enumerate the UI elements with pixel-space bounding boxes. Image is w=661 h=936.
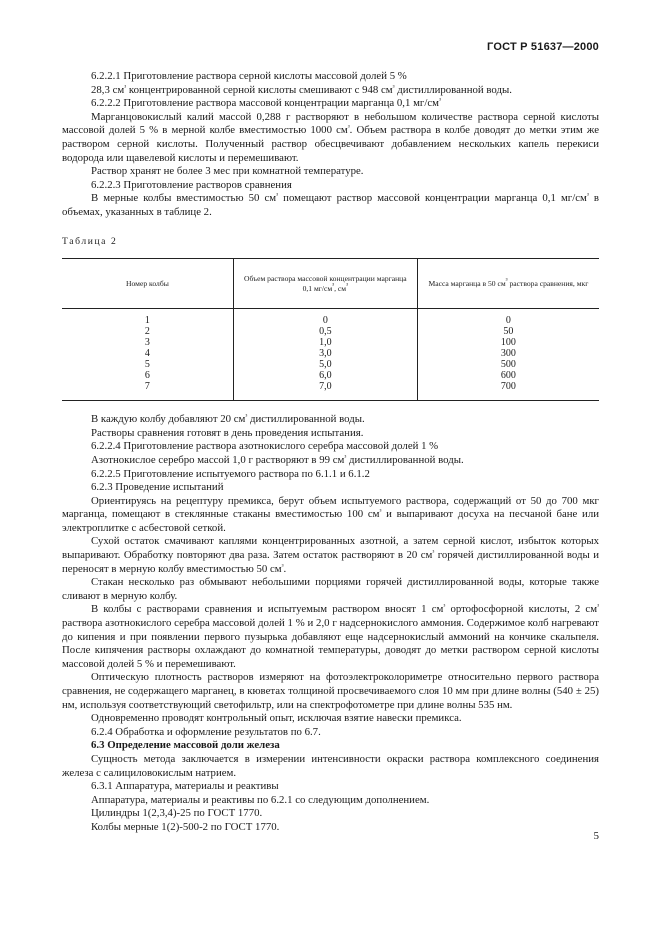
table-cell: 5 xyxy=(144,359,150,371)
standard-header: ГОСТ Р 51637—2000 xyxy=(487,41,599,53)
table-cell: 0 xyxy=(322,315,328,327)
paragraph: Оптическую плотность растворов измеряют на фотоэлектроколориметре относительно первого раствора сравнения, не содержащего марганец, в кюветах толщиной просвечиваемого слоя 10 мм при длине волны (540 ± 25) нм, используя соответствующий светофильтр, или на спектрофотометре при длине волны 535 нм. xyxy=(62,671,599,711)
paragraph: 6.2.2.2 Приготовление раствора массовой концентрации марганца 0,1 $мг/см^{^3}$ xyxy=(91,97,441,110)
paragraph: Ориентируясь на рецептуру премикса, берут объем испытуемого раствора, содержащий от 50 до 700 мкг марганца, помещают в стеклянные стаканы вместимостью 100 $см^{^3}$ и выпаривают досуха на песчаной бане или электроплитке с асбестовой сеткой. xyxy=(62,494,599,534)
paragraph: 6.2.2.5 Приготовление испытуемого раствора по 6.1.1 и 6.1.2 xyxy=(91,467,370,480)
body-text xyxy=(62,70,599,835)
table-cell: 3 xyxy=(144,337,150,349)
paragraphs-after-table xyxy=(62,413,599,834)
header-manganese-mass: Масса марганца в 50 $см^{^3}$ раствора сравнения, мкг xyxy=(417,259,599,309)
table-cell: 6 xyxy=(144,370,150,382)
paragraph: Одновременно проводят контрольный опыт, исключая взятие навески премикса. xyxy=(91,712,462,725)
header-solution-volume: Объем раствора массовой концентрации марганца 0,1 $мг/см^{^3}$, $см^{^3}$ xyxy=(233,259,417,309)
table-cell: 500 xyxy=(500,359,516,371)
paragraph: Азотнокислое серебро массой 1,0 г растворяют в 99 $см^{^3}$ дистиллированной воды. xyxy=(91,453,464,466)
paragraph: 6.2.2.3 Приготовление растворов сравнения xyxy=(91,178,292,191)
paragraph: 6.2.2.4 Приготовление раствора азотнокислого серебра массовой долей 1 % xyxy=(91,440,439,453)
table-cell: 3,0 xyxy=(319,348,332,360)
paragraph: 6.2.3 Проведение испытаний xyxy=(91,481,224,494)
table-cell: 4 xyxy=(144,348,150,360)
table-cell: 0 xyxy=(505,315,511,327)
column-flask-numbers xyxy=(62,309,233,401)
table-cell: 7 xyxy=(144,381,150,393)
paragraphs-before-table xyxy=(62,70,599,220)
table-cell: 600 xyxy=(500,370,516,382)
table-header-row xyxy=(62,259,599,309)
paragraph: Сущность метода заключается в измерении интенсивности окраски раствора комплексного соединения железа с салициловокислым натрием. xyxy=(62,752,599,779)
table-2 xyxy=(62,258,599,401)
paragraph: Марганцовокислый калий массой 0,288 г растворяют в небольшом количестве раствора серной кислоты массовой долей 5 % в мерной колбе вместимостью 1000 $см^{^3}$. Объем раствора в колбе доводят до метки этим же раствором серной кислоты. Полученный раствор обесцвечивают добавлением нескольких капель перекиси водорода или щавелевой кислоты и перемешивают. xyxy=(62,110,599,164)
paragraph: 6.3.1 Аппаратура, материалы и реактивы xyxy=(91,780,279,793)
paragraph: Растворы сравнения готовят в день проведения испытания. xyxy=(91,426,364,439)
paragraph: 6.2.4 Обработка и оформление результатов по 6.7. xyxy=(91,725,321,738)
paragraph: 6.2.2.1 Приготовление раствора серной кислоты массовой долей 5 % xyxy=(91,70,407,82)
paragraph: Стакан несколько раз обмывают небольшими порциями горячей дистиллированной воды, которые также сливают в мерную колбу. xyxy=(62,576,599,602)
table-cell: 100 xyxy=(500,337,516,349)
paragraph: Раствор хранят не более 3 мес при комнатной температуре. xyxy=(91,165,364,178)
table-cell: 700 xyxy=(500,381,516,393)
paragraph: Аппаратура, материалы и реактивы по 6.2.1 со следующим дополнением. xyxy=(91,793,430,806)
paragraph: Колбы мерные 1(2)-500-2 по ГОСТ 1770. xyxy=(91,820,280,833)
table-cell: 5,0 xyxy=(319,359,332,371)
column-volumes xyxy=(233,309,417,401)
paragraph: 28,3 $см^{^3}$ концентрированной серной кислоты смешивают с 948 $см^{^3}$ дистиллированной воды. xyxy=(91,83,512,96)
table-cell: 6,0 xyxy=(319,370,332,382)
paragraph: 6.3 Определение массовой доли железа xyxy=(91,739,280,752)
column-masses xyxy=(417,309,599,401)
header-flask-number: Номер колбы xyxy=(62,259,233,309)
paragraph: Сухой остаток смачивают каплями концентрированных азотной, а затем серной кислот, избыток которых выпаривают. Обработку повторяют два раза. Затем остаток растворяют в 20 $см^{^3}$ горячей дистиллированной воды и переносят в мерную колбу вместимостью 50 $см^{^3}$. xyxy=(62,535,599,575)
table-cell: 0,5 xyxy=(319,326,332,338)
table-cell: 300 xyxy=(500,348,516,360)
paragraph: В колбы с растворами сравнения и испытуемым раствором вносят 1 $см^{^3}$ ортофосфорной кислоты, 2 $см^{^3}$ раствора азотнокислого серебра массовой долей 1 % и 2,0 г надсернокислого аммония. Содержимое колб нагревают до кипения и при появлении первого пузырька добавляют еще надсернокислый аммоний на кончике скальпеля. После кипячения растворы охлаждают до комнатной температуры, доводят до метки раствором серной кислоты массовой долей 5 % и перемешивают. xyxy=(62,603,600,670)
page-number: 5 xyxy=(593,830,599,842)
table-cell: 1 xyxy=(144,315,150,327)
table-cell: 1,0 xyxy=(319,337,332,349)
table-caption: Таблица 2 xyxy=(62,235,118,247)
paragraph: В каждую колбу добавляют 20 $см^{^3}$ дистиллированной воды. xyxy=(91,413,365,426)
table-row xyxy=(62,309,599,401)
paragraph: В мерные колбы вместимостью 50 $см^{^3}$ помещают раствор массовой концентрации марганца 0,1 $мг/см^{^3}$ в объемах, указанных в таблице 2. xyxy=(62,192,599,218)
table-cell: 7,0 xyxy=(319,381,332,393)
paragraph: Цилиндры 1(2,3,4)-25 по ГОСТ 1770. xyxy=(91,807,263,820)
table-cell: 50 xyxy=(503,326,514,338)
table-cell: 2 xyxy=(144,326,150,338)
